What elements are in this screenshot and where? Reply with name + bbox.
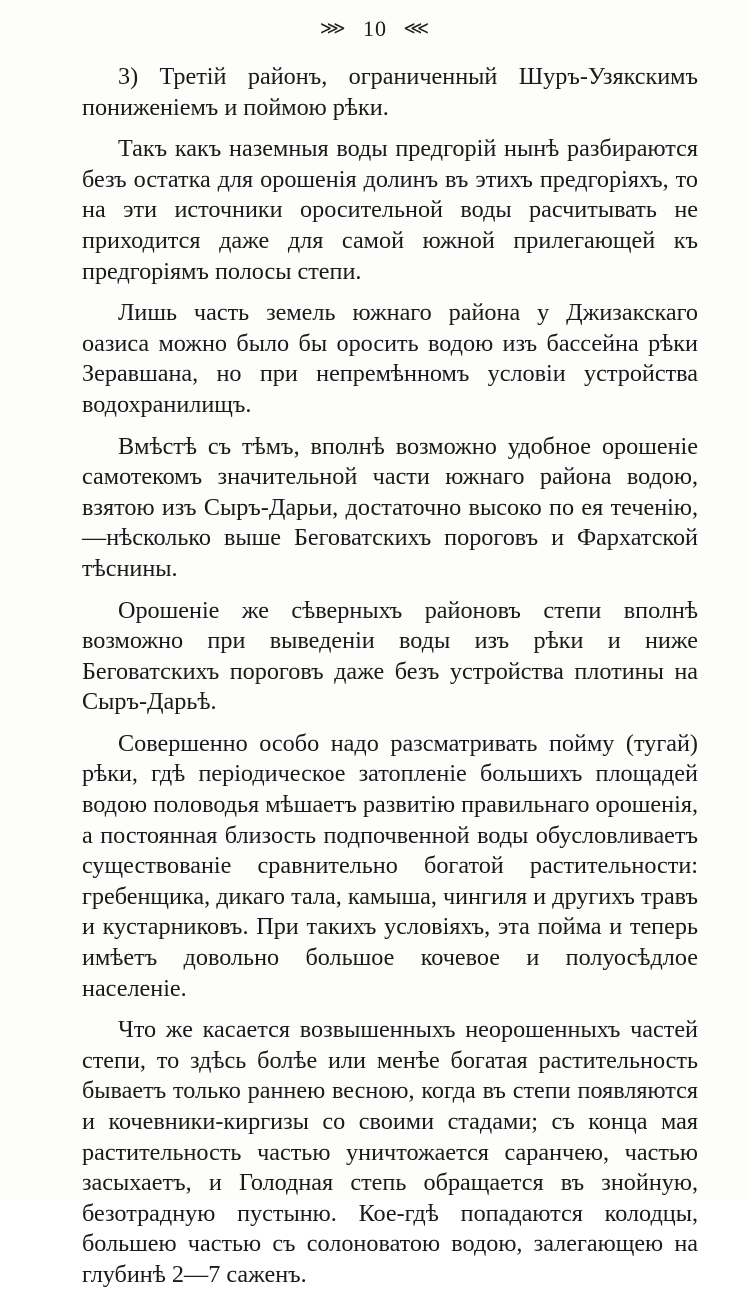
paragraph-jizzakh-oasis: Лишь часть земель южнаго района у Джизакскаго оазиса можно было бы оросить водою изъ бассейна рѣки Зеравшана, но при непремѣнномъ условіи устройства водохранилищъ. — [82, 299, 698, 418]
paragraph-gravity-irrigation: Вмѣстѣ съ тѣмъ, вполнѣ возможно удобное орошеніе самотекомъ значительной части южнаго района водою, взятою изъ Сыръ-Дарьи, достаточно высоко по ея теченію,—нѣсколько выше Беговатскихъ пороговъ и Фархатской тѣснины. — [82, 432, 698, 582]
paragraph-foothill-waters: Такъ какъ наземныя воды предгорій нынѣ разбираются безъ остатка для орошенія долинъ въ этихъ предгоріяхъ, то на эти источники оросительной воды расчитывать не приходится даже для самой южной прилегающей къ предгоріямъ полосы степи. — [82, 135, 698, 285]
paragraph-northern-districts: Орошеніе же сѣверныхъ районовъ степи вполнѣ возможно при выведеніи воды изъ рѣки и ниже Беговатскихъ пороговъ даже безъ устройства плотины на Сыръ-Дарьѣ. — [82, 596, 698, 716]
paragraph-district-three: 3) Третій районъ, ограниченный Шуръ-Узякскимъ пониженіемъ и поймою рѣки. — [82, 63, 698, 121]
ornament-right-icon: ⋘ — [403, 18, 431, 39]
paragraph-upland-steppe: Что же касается возвышенныхъ неорошенныхъ частей степи, то здѣсь болѣе или менѣе богатая растительность бываетъ только раннею весною, когда въ степи появляются и кочевники-киргизы со своими стадами; съ конца мая растительность частью уничтожается саранчею, частью засыхаетъ, и Голодная степь обращается въ знойную, безотрадную пустыню. Кое-гдѣ попадаются колодцы, большею частью съ солоноватою водою, залегающею на глубинѣ 2—7 саженъ. — [82, 1016, 698, 1288]
page-header — [0, 14, 750, 44]
ornament-left-icon: ⋙ — [319, 18, 347, 39]
page-number: 10 — [363, 15, 387, 41]
paragraph-floodplain: Совершенно особо надо разсматривать пойму (тугай) рѣки, гдѣ періодическое затопленіе большихъ площадей водою половодья мѣшаетъ развитію правильнаго орошенія, а постоянная близость подпочвенной воды обусловливаетъ существованіе сравнительно богатой растительности: гребенщика, дикаго тала, камыша, чингиля и другихъ травъ и кустарниковъ. При такихъ условіяхъ, эта пойма и теперь имѣетъ довольно большое кочевое и полуосѣдлое населеніе. — [82, 729, 698, 1002]
page-body — [82, 62, 698, 1302]
